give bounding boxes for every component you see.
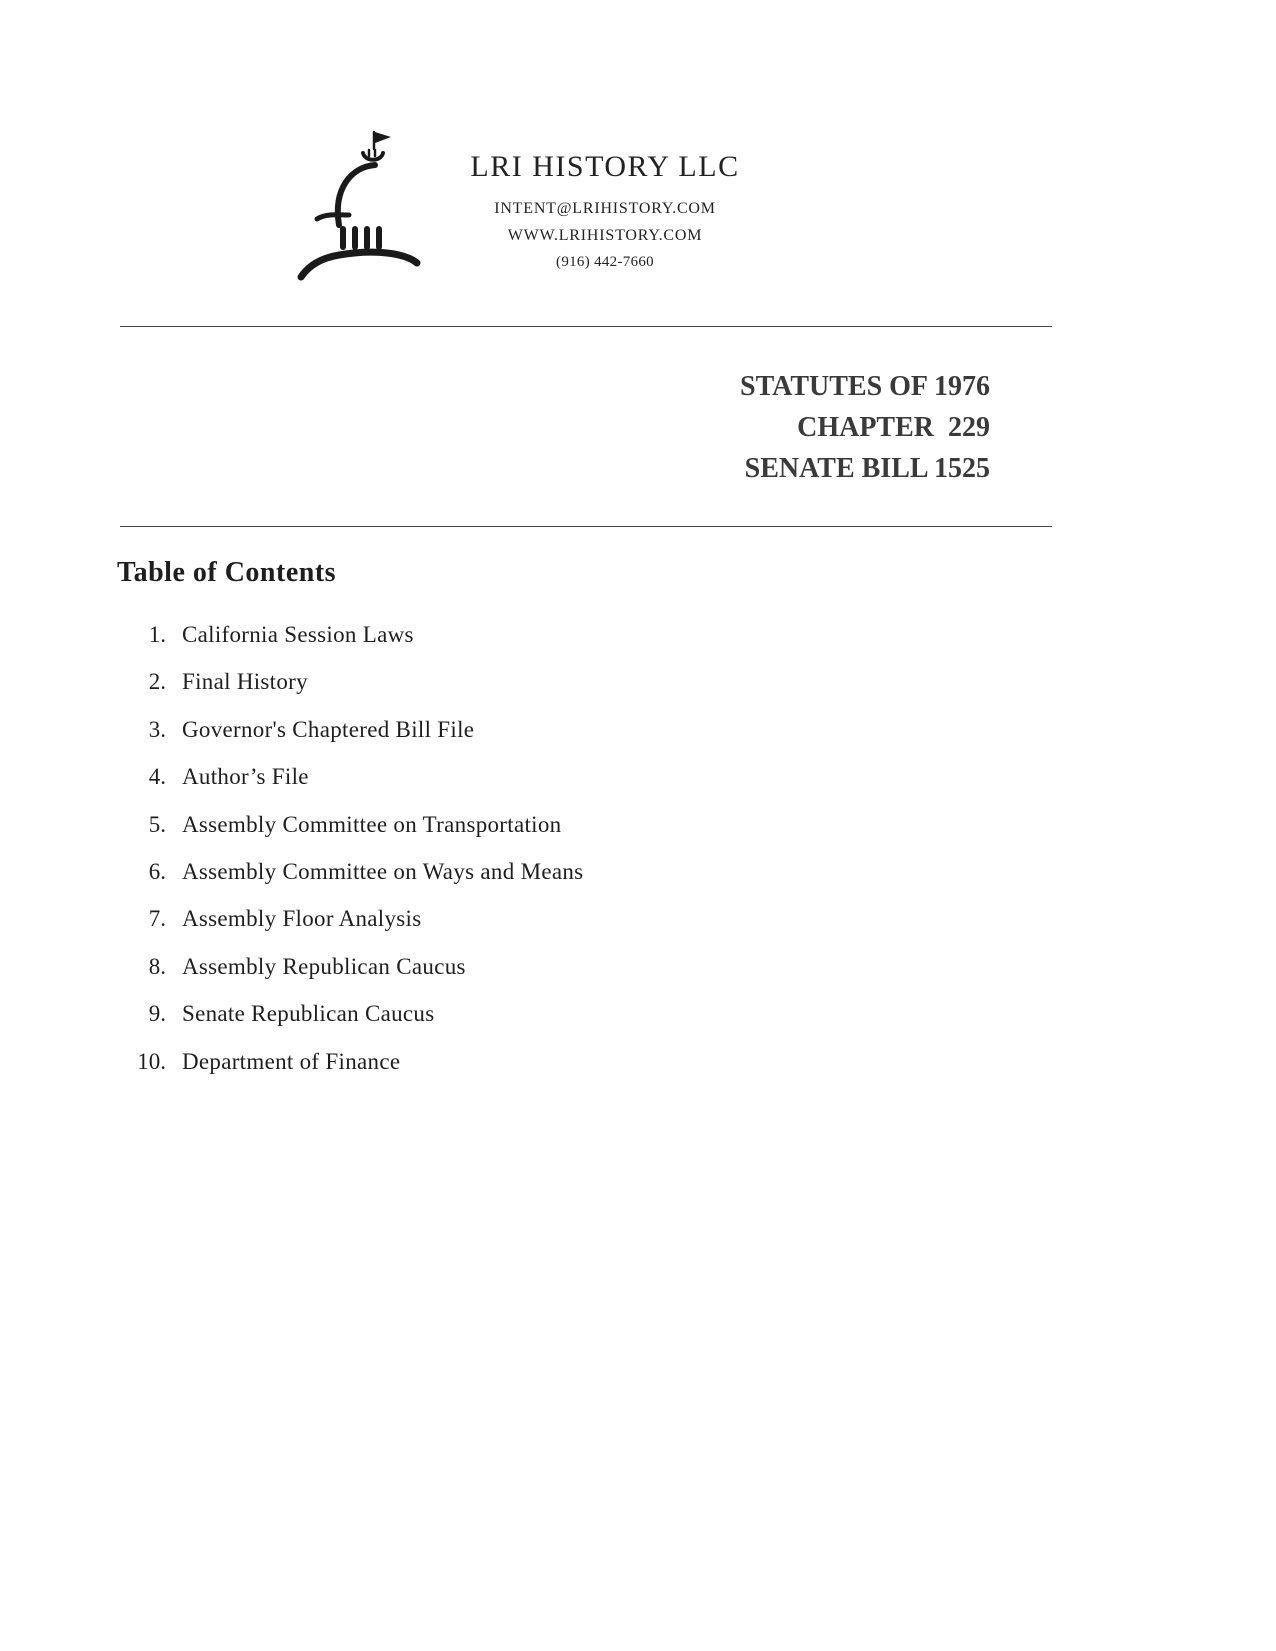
toc-item	[100, 954, 800, 1001]
toc-item-number: 3.	[148, 716, 166, 742]
toc-item	[100, 859, 800, 906]
toc-item-number: 9.	[148, 1001, 166, 1027]
toc-item-number: 2.	[148, 669, 166, 695]
company-phone: (916) 442-7660	[556, 254, 654, 270]
toc-item-label: Author’s File	[182, 764, 309, 790]
toc-item-label: Governor's Chaptered Bill File	[182, 716, 475, 742]
toc-list	[100, 622, 800, 1096]
toc-item-number: 5.	[148, 811, 166, 837]
toc-item-label: Assembly Committee on Ways and Means	[182, 858, 584, 884]
toc-item	[100, 906, 800, 953]
chapter-number: CHAPTER 229	[797, 412, 990, 443]
letterhead	[430, 150, 780, 280]
toc-item-label: Final History	[182, 669, 308, 695]
toc-item	[100, 622, 800, 669]
company-website: WWW.LRIHISTORY.COM	[507, 227, 703, 244]
toc-item	[100, 1001, 800, 1048]
capitol-dome-logo	[295, 125, 445, 290]
toc-item-number: 8.	[148, 953, 166, 979]
capitol-dome-icon	[295, 125, 445, 290]
toc-item-number: 6.	[148, 858, 166, 884]
toc-item-label: Assembly Republican Caucus	[182, 953, 466, 979]
toc-title: Table of Contents	[117, 557, 337, 588]
toc-item	[100, 669, 800, 716]
toc-item-label: Senate Republican Caucus	[182, 1001, 435, 1027]
toc-item-label: Assembly Committee on Transportation	[182, 811, 562, 837]
toc-item-label: Department of Finance	[182, 1048, 401, 1074]
toc-item-number: 10.	[137, 1048, 166, 1074]
toc-item-number: 7.	[148, 906, 166, 932]
divider-top	[120, 326, 1052, 327]
divider-bottom	[120, 526, 1052, 527]
statute-block	[740, 366, 990, 489]
toc-item-number: 1.	[148, 622, 166, 647]
toc-item-number: 4.	[148, 764, 166, 790]
toc-item	[100, 1049, 800, 1096]
company-email: INTENT@LRIHISTORY.COM	[494, 200, 716, 217]
toc-item-label: Assembly Floor Analysis	[182, 906, 422, 932]
toc-item-label: California Session Laws	[182, 622, 414, 647]
toc-item	[100, 717, 800, 764]
senate-bill-number: SENATE BILL 1525	[744, 453, 990, 484]
statutes-year: STATUTES OF 1976	[740, 371, 990, 402]
toc-item	[100, 764, 800, 811]
toc-item	[100, 812, 800, 859]
company-name: LRI HISTORY LLC	[470, 150, 740, 183]
